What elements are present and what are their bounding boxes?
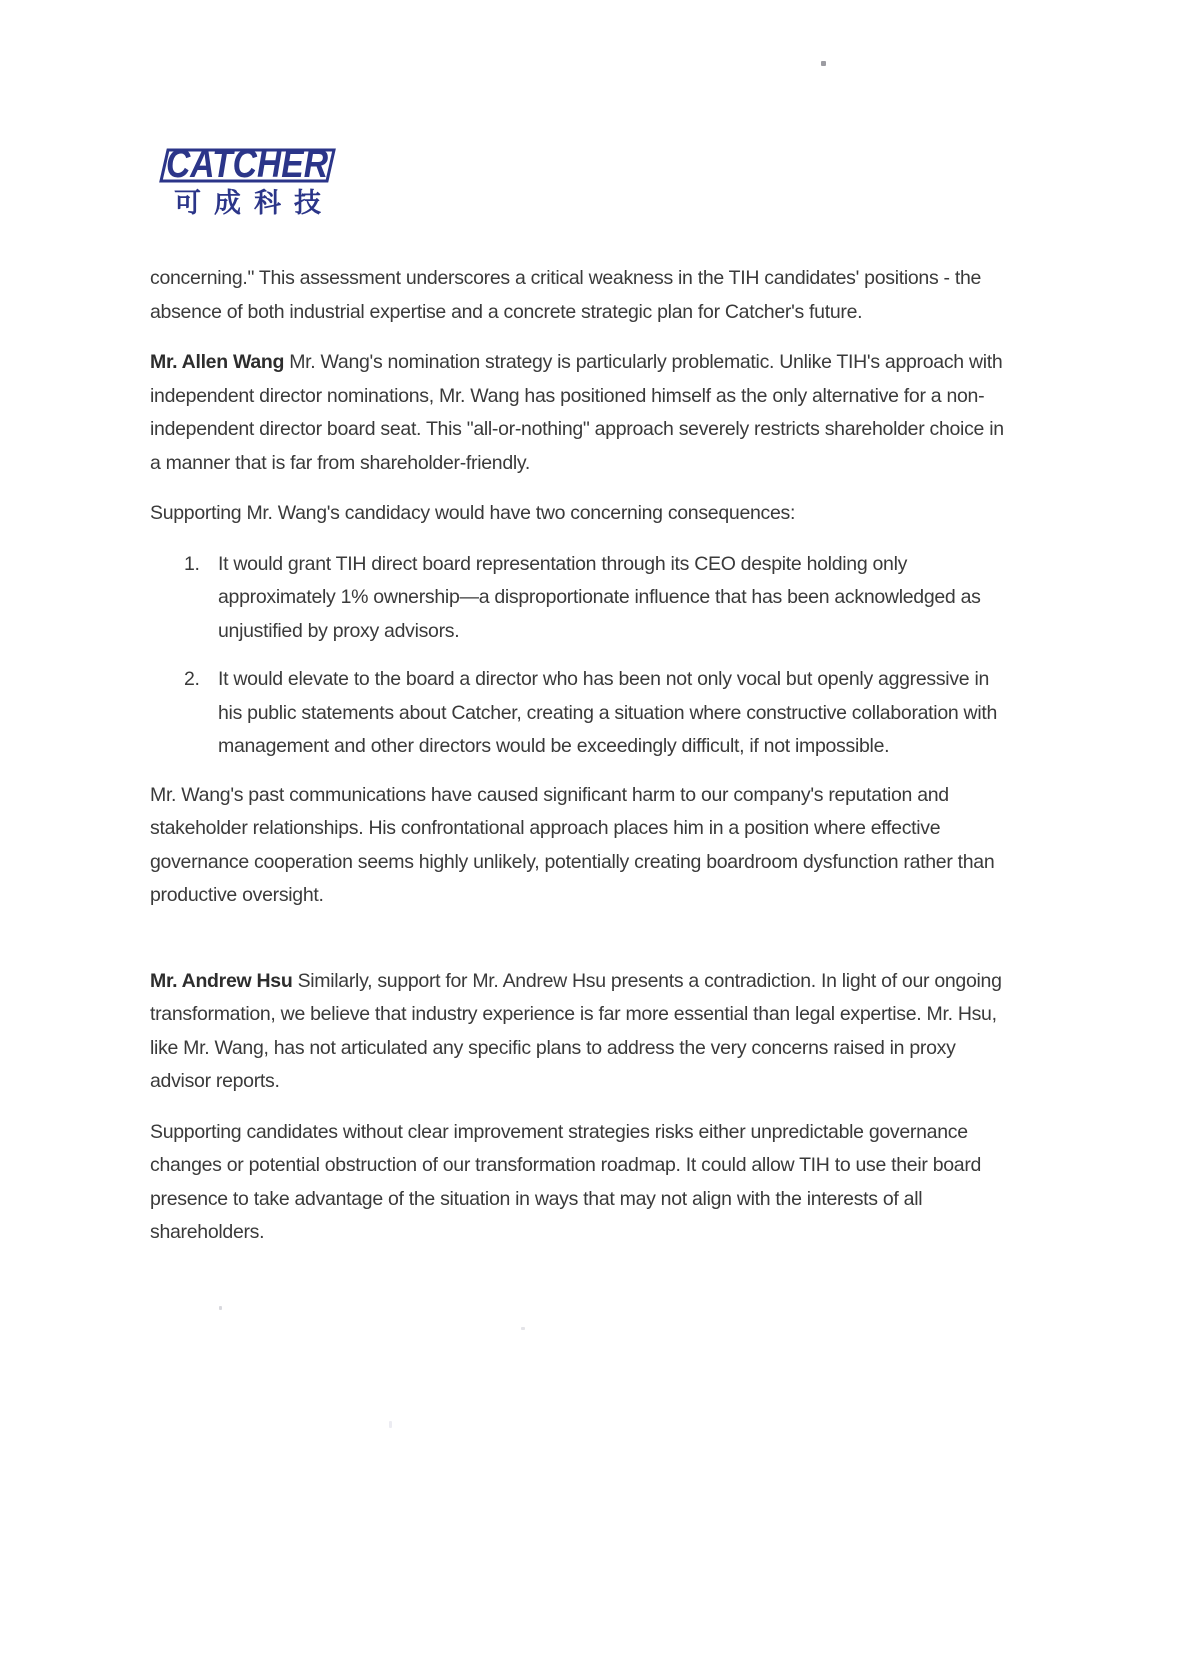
catcher-logo-graphic [146,136,346,220]
consequences-list [150,548,1008,764]
paragraph-closing: Supporting candidates without clear improvement strategies risks either unpredictable governance changes or potential obstruction of our transformation roadmap. It could allow TIH to use their board presence to take advantage of the situation in ways that may not align with the interests of all shareholders. [150,1120,982,1243]
paragraph-wang-past: Mr. Wang's past communications have caused significant harm to our company's reputation and stakeholder relationships. His confrontational approach places him in a position where effective governance cooperation seems highly unlikely, potentially creating boardroom dysfunction rather than productive oversight. [150,783,995,906]
scan-speck [821,61,826,66]
logo-chinese-text: 可成科技 [174,188,334,219]
allen-wang-text: Mr. Wang's nomination strategy is particularly problematic. Unlike TIH's approach with independent director nominations, Mr. Wang has positioned himself as the only alternative for a non-independent director board seat. This "all-or-nothing" approach severely restricts shareholder choice in a manner that is far from shareholder-friendly. [150,351,1004,474]
list-item [184,663,1008,764]
catcher-logo [146,136,346,220]
list-item-number: 2. [184,668,200,690]
allen-wang-name: Mr. Allen Wang [150,351,285,373]
logo-brand-text: CATCHER [166,142,329,186]
list-item-text: It would elevate to the board a director who has been not only vocal but openly aggressive in his public statements about Catcher, creating a situation where constructive collaboration with management and other directors would be exceedingly difficult, if not impossible. [218,668,998,757]
paragraph-consequences-intro: Supporting Mr. Wang's candidacy would have two concerning consequences: [150,502,796,524]
andrew-hsu-text: Similarly, support for Mr. Andrew Hsu presents a contradiction. In light of our ongoing transformation, we believe that industry experience is far more essential than legal expertise. Mr. Hsu, like Mr. Wang, has not articulated any specific plans to address the very concerns raised in proxy advisor reports. [150,969,1002,1092]
paragraph-allen-wang [150,346,1008,480]
letter-body [150,262,1008,1267]
scan-speck [389,1421,392,1428]
list-item [184,548,1008,649]
scan-speck [521,1327,525,1330]
list-item-text: It would grant TIH direct board representation through its CEO despite holding only approximately 1% ownership—a disproportionate influence that has been acknowledged as unjustified by proxy advisors. [218,552,981,642]
list-item-number: 1. [184,552,200,575]
scan-speck [219,1306,222,1310]
paragraph-andrew-hsu [150,965,1008,1099]
paragraph-intro: concerning." This assessment underscores a critical weakness in the TIH candidates' positions - the absence of both industrial expertise and a concrete strategic plan for Catcher's future. [150,267,982,323]
andrew-hsu-name: Mr. Andrew Hsu [150,969,293,992]
